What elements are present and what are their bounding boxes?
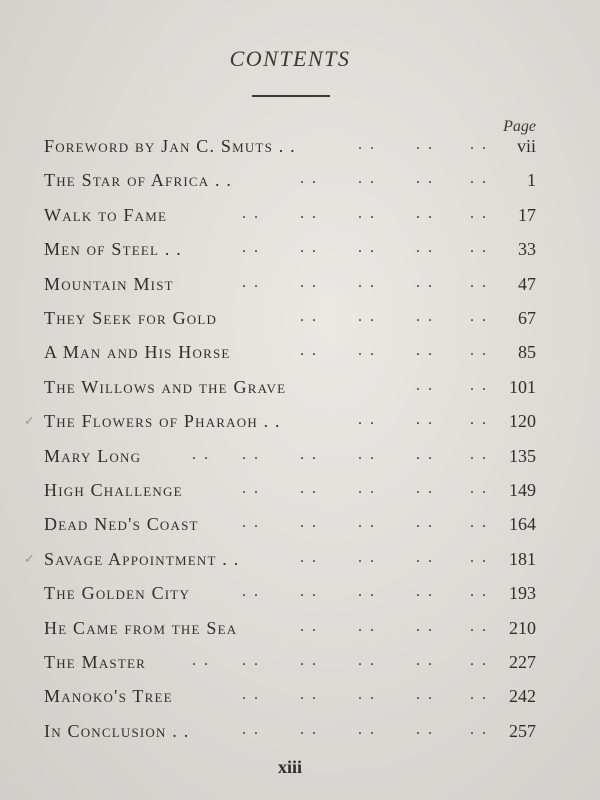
dot-leader: . . <box>416 617 434 635</box>
dot-leader: . . <box>416 445 434 463</box>
dot-leader: . . <box>358 136 376 153</box>
toc-entry-title: Mountain Mist <box>44 273 174 294</box>
toc-entry-page: 85 <box>518 342 536 363</box>
dot-leader: . . <box>300 308 318 325</box>
toc-entry <box>0 514 600 544</box>
dot-leader: . . <box>300 239 318 257</box>
dot-leader: . . <box>300 652 318 669</box>
toc-entry <box>0 583 600 613</box>
toc-entry-title: Mary Long <box>44 445 142 466</box>
dot-leader: . . <box>358 342 376 360</box>
toc-entry <box>0 205 600 235</box>
dot-leader: . . <box>358 686 376 704</box>
toc-entry-page: 193 <box>509 583 536 604</box>
dot-leader: . . <box>242 583 260 601</box>
toc-entry-page: 33 <box>518 239 536 260</box>
toc-entry <box>0 480 600 510</box>
dot-leader: . . <box>300 342 318 360</box>
toc-entry-title: The Flowers of Pharaoh . . <box>44 411 281 432</box>
toc-entry-title: The Golden City <box>44 583 191 604</box>
dot-leader: . . <box>300 617 318 635</box>
dot-leader: . . <box>470 239 488 257</box>
dot-leader: . . <box>416 136 434 153</box>
dot-leader: . . <box>242 204 260 222</box>
dot-leader: . . <box>470 204 488 222</box>
dot-leader: . . <box>300 273 318 291</box>
dot-leader: . . <box>358 308 376 325</box>
toc-entry-title: A Man and His Horse <box>44 342 231 363</box>
dot-leader: . . <box>470 583 488 601</box>
toc-entry-title: Men of Steel . . <box>44 239 182 260</box>
toc-entry <box>0 549 600 579</box>
toc-entry-title: Walk to Fame <box>44 204 168 225</box>
dot-leader: . . <box>470 445 488 463</box>
dot-leader: . . <box>470 548 488 566</box>
toc-entry-page: 149 <box>509 480 536 500</box>
toc-entry <box>0 618 600 648</box>
dot-leader: . . <box>470 617 488 635</box>
dot-leader: . . <box>416 308 434 325</box>
dot-leader: . . <box>416 170 434 188</box>
toc-entry <box>0 411 600 441</box>
dot-leader: . . <box>416 548 434 566</box>
dot-leader: . . <box>470 273 488 291</box>
dot-leader: . . <box>416 342 434 360</box>
dot-leader: . . <box>300 686 318 704</box>
toc-entry <box>0 446 600 476</box>
toc-entry <box>0 721 600 751</box>
dot-leader: . . <box>470 514 488 532</box>
dot-leader: . . <box>242 514 260 532</box>
toc-entry-title: Foreword by Jan C. Smuts . . <box>44 136 296 156</box>
toc-entry-page: 67 <box>518 308 536 328</box>
toc-entry <box>0 342 600 372</box>
dot-leader: . . <box>358 170 376 188</box>
toc-entry-page: 227 <box>509 652 536 672</box>
toc-entry <box>0 136 600 166</box>
dot-leader: . . <box>242 239 260 257</box>
toc-entry-title: In Conclusion . . <box>44 720 190 741</box>
dot-leader: . . <box>242 273 260 291</box>
toc-entry-page: 135 <box>509 445 536 466</box>
toc-entry <box>0 686 600 716</box>
dot-leader: . . <box>242 720 260 738</box>
toc-entry-page: 164 <box>509 514 536 535</box>
dot-leader: . . <box>358 514 376 532</box>
dot-leader: . . <box>470 308 488 325</box>
toc-entry-title: Dead Ned's Coast <box>44 514 199 535</box>
page-title: CONTENTS <box>229 46 351 71</box>
toc-entry-title: Manoko's Tree <box>44 686 173 707</box>
toc-entry-page: 257 <box>509 720 536 741</box>
dot-leader: . . <box>192 445 210 463</box>
dot-leader: . . <box>242 686 260 704</box>
dot-leader: . . <box>470 720 488 738</box>
dot-leader: . . <box>358 652 376 669</box>
dot-leader: . . <box>300 583 318 601</box>
dot-leader: . . <box>416 652 434 669</box>
dot-leader: . . <box>470 686 488 704</box>
toc-entry-page: 242 <box>509 686 536 707</box>
dot-leader: . . <box>358 720 376 738</box>
dot-leader: . . <box>358 548 376 566</box>
dot-leader: . . <box>358 583 376 601</box>
title-rule <box>252 95 330 97</box>
toc-entry <box>0 377 600 407</box>
dot-leader: . . <box>470 170 488 188</box>
dot-leader: . . <box>358 445 376 463</box>
dot-leader: . . <box>358 480 376 497</box>
dot-leader: . . <box>416 376 434 394</box>
dot-leader: . . <box>416 720 434 738</box>
dot-leader: . . <box>416 686 434 704</box>
toc-entry-page: 47 <box>518 273 536 294</box>
toc-entry <box>0 652 600 682</box>
toc-entry-title: High Challenge <box>44 480 183 500</box>
dot-leader: . . <box>242 445 260 463</box>
toc-entry-title: Savage Appointment . . <box>44 548 240 569</box>
toc-entry-page: vii <box>516 136 536 156</box>
pencil-check-mark-icon: ✓ <box>24 550 35 566</box>
dot-leader: . . <box>300 204 318 222</box>
dot-leader: . . <box>470 376 488 394</box>
dot-leader: . . <box>242 652 260 669</box>
toc-entry-page: 120 <box>509 411 536 432</box>
dot-leader: . . <box>416 514 434 532</box>
toc-entry <box>0 274 600 304</box>
dot-leader: . . <box>300 548 318 566</box>
dot-leader: . . <box>416 583 434 601</box>
toc-entry-page: 17 <box>518 204 536 225</box>
toc-entry-page: 101 <box>509 376 536 397</box>
dot-leader: . . <box>470 136 488 153</box>
toc-entry-title: The Willows and the Grave <box>44 376 287 397</box>
dot-leader: . . <box>300 514 318 532</box>
dot-leader: . . <box>470 480 488 497</box>
toc-entry-page: 181 <box>509 548 536 569</box>
dot-leader: . . <box>416 204 434 222</box>
dot-leader: . . <box>470 342 488 360</box>
toc-entry-page: 210 <box>509 617 536 638</box>
dot-leader: . . <box>470 652 488 669</box>
dot-leader: . . <box>358 273 376 291</box>
dot-leader: . . <box>300 170 318 188</box>
pencil-check-mark-icon: ✓ <box>24 413 35 429</box>
dot-leader: . . <box>416 411 434 429</box>
dot-leader: . . <box>300 720 318 738</box>
toc-entry-title: The Master <box>44 652 146 672</box>
dot-leader: . . <box>416 239 434 257</box>
toc-entry <box>0 239 600 269</box>
toc-entry <box>0 170 600 200</box>
page-column-label: Page <box>503 118 536 135</box>
dot-leader: . . <box>300 445 318 463</box>
toc-entry-title: He Came from the Sea <box>44 617 238 638</box>
toc-entry-title: They Seek for Gold <box>44 308 218 328</box>
dot-leader: . . <box>300 480 318 497</box>
dot-leader: . . <box>192 652 210 669</box>
dot-leader: . . <box>470 411 488 429</box>
dot-leader: . . <box>358 204 376 222</box>
page-number: xiii <box>277 757 302 777</box>
dot-leader: . . <box>358 411 376 429</box>
toc-entry-page: 1 <box>527 170 536 191</box>
dot-leader: . . <box>358 617 376 635</box>
toc-entry-title: The Star of Africa . . <box>44 170 233 191</box>
dot-leader: . . <box>416 480 434 497</box>
dot-leader: . . <box>416 273 434 291</box>
dot-leader: . . <box>358 239 376 257</box>
toc-entry <box>0 308 600 338</box>
dot-leader: . . <box>242 480 260 497</box>
